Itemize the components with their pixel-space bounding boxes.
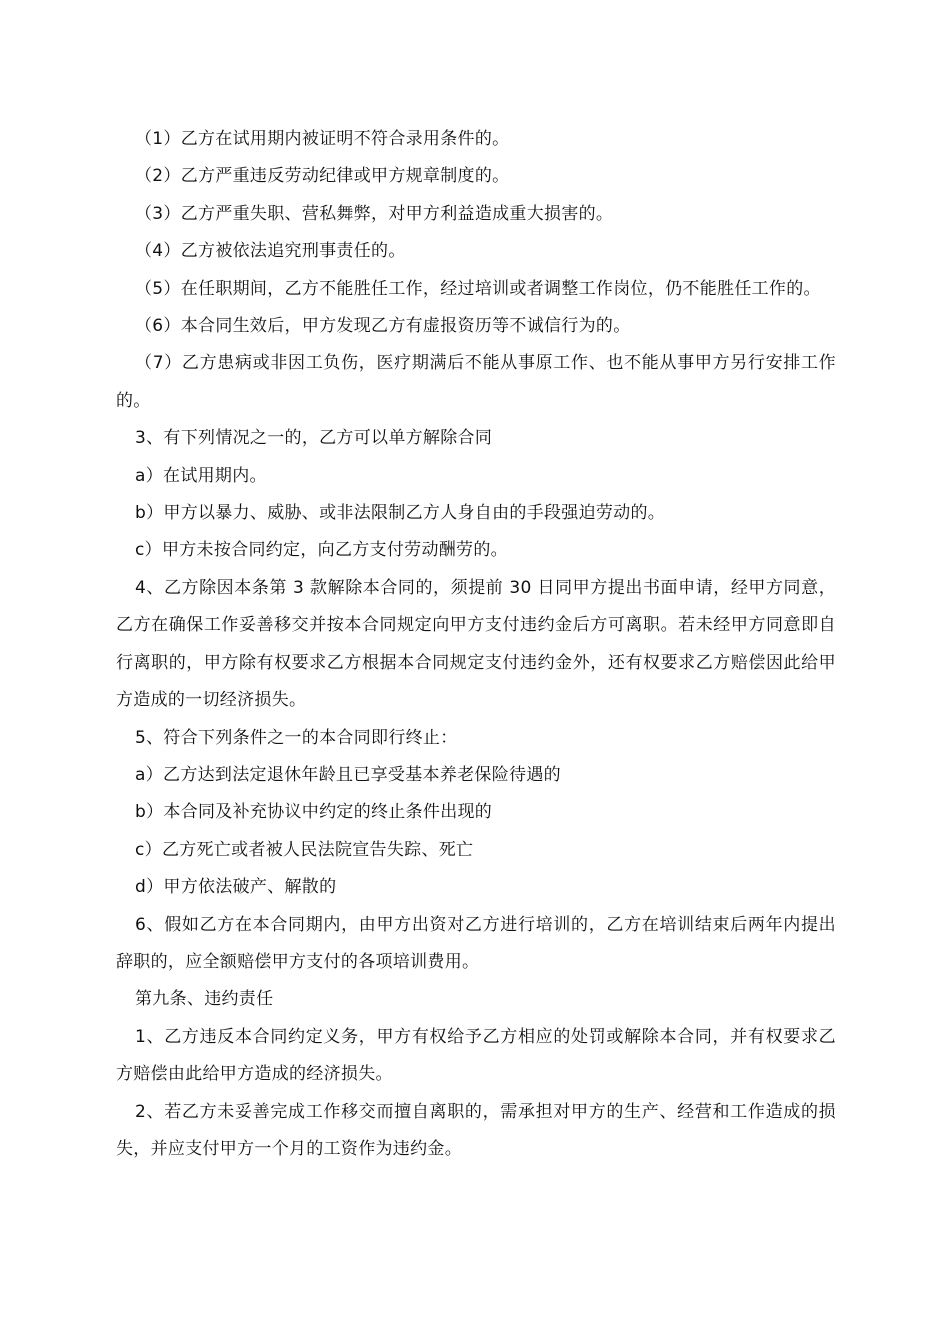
- section-5-item-c: c）乙方死亡或者被人民法院宣告失踪、死亡: [135, 839, 474, 860]
- section-6-paragraph: 6、假如乙方在本合同期内，由甲方出资对乙方进行培训的，乙方在培训结束后两年内提出辞职的，应全额赔偿甲方支付的各项培训费用。: [116, 914, 836, 972]
- clause-item-3: （3）乙方严重失职、营私舞弊，对甲方利益造成重大损害的。: [135, 203, 614, 224]
- section-4-paragraph: 4、乙方除因本条第 3 款解除本合同的，须提前 30 日同甲方提出书面申请，经甲方同意，乙方在确保工作妥善移交并按本合同规定向甲方支付违约金后方可离职。若未经甲方同意即自行离职的，甲方除有权要求乙方根据本合同规定支付违约金外，还有权要求乙方赔偿因此给甲方造成的一切经济损失。: [116, 577, 836, 711]
- clause-item-1: （1）乙方在试用期内被证明不符合录用条件的。: [135, 129, 510, 149]
- clause-item-4: （4）乙方被依法追究刑事责任的。: [135, 241, 406, 262]
- section-5-item-b: b）本合同及补充协议中约定的终止条件出现的: [135, 802, 493, 823]
- clause-item-7: （7）乙方患病或非因工负伤，医疗期满后不能从事原工作、也不能从事甲方另行安排工作的。: [116, 353, 836, 411]
- contract-text-body: [116, 121, 836, 1168]
- section-3-item-b: b）甲方以暴力、威胁、或非法限制乙方人身自由的手段强迫劳动的。: [135, 503, 666, 524]
- section-3-item-a: a）在试用期内。: [135, 465, 267, 486]
- article-9-item-2: 2、若乙方未妥善完成工作移交而擅自离职的，需承担对甲方的生产、经营和工作造成的损失，并应支付甲方一个月的工资作为违约金。: [116, 1101, 836, 1159]
- section-3-item-c: c）甲方未按合同约定，向乙方支付劳动酬劳的。: [135, 540, 508, 561]
- section-3-heading: 3、有下列情况之一的，乙方可以单方解除合同: [135, 428, 493, 449]
- clause-item-6: （6）本合同生效后，甲方发现乙方有虚报资历等不诚信行为的。: [135, 316, 631, 337]
- article-9-heading: 第九条、违约责任: [135, 989, 274, 1010]
- section-5-item-a: a）乙方达到法定退休年龄且已享受基本养老保险待遇的: [135, 764, 561, 785]
- section-5-item-d: d）甲方依法破产、解散的: [135, 877, 337, 898]
- clause-item-2: （2）乙方严重违反劳动纪律或甲方规章制度的。: [135, 166, 510, 187]
- section-5-heading: 5、符合下列条件之一的本合同即行终止：: [135, 727, 458, 748]
- article-9-item-1: 1、乙方违反本合同约定义务，甲方有权给予乙方相应的处罚或解除本合同，并有权要求乙方赔偿由此给甲方造成的经济损失。: [116, 1026, 836, 1085]
- clause-item-5: （5）在任职期间，乙方不能胜任工作，经过培训或者调整工作岗位，仍不能胜任工作的。: [135, 278, 821, 299]
